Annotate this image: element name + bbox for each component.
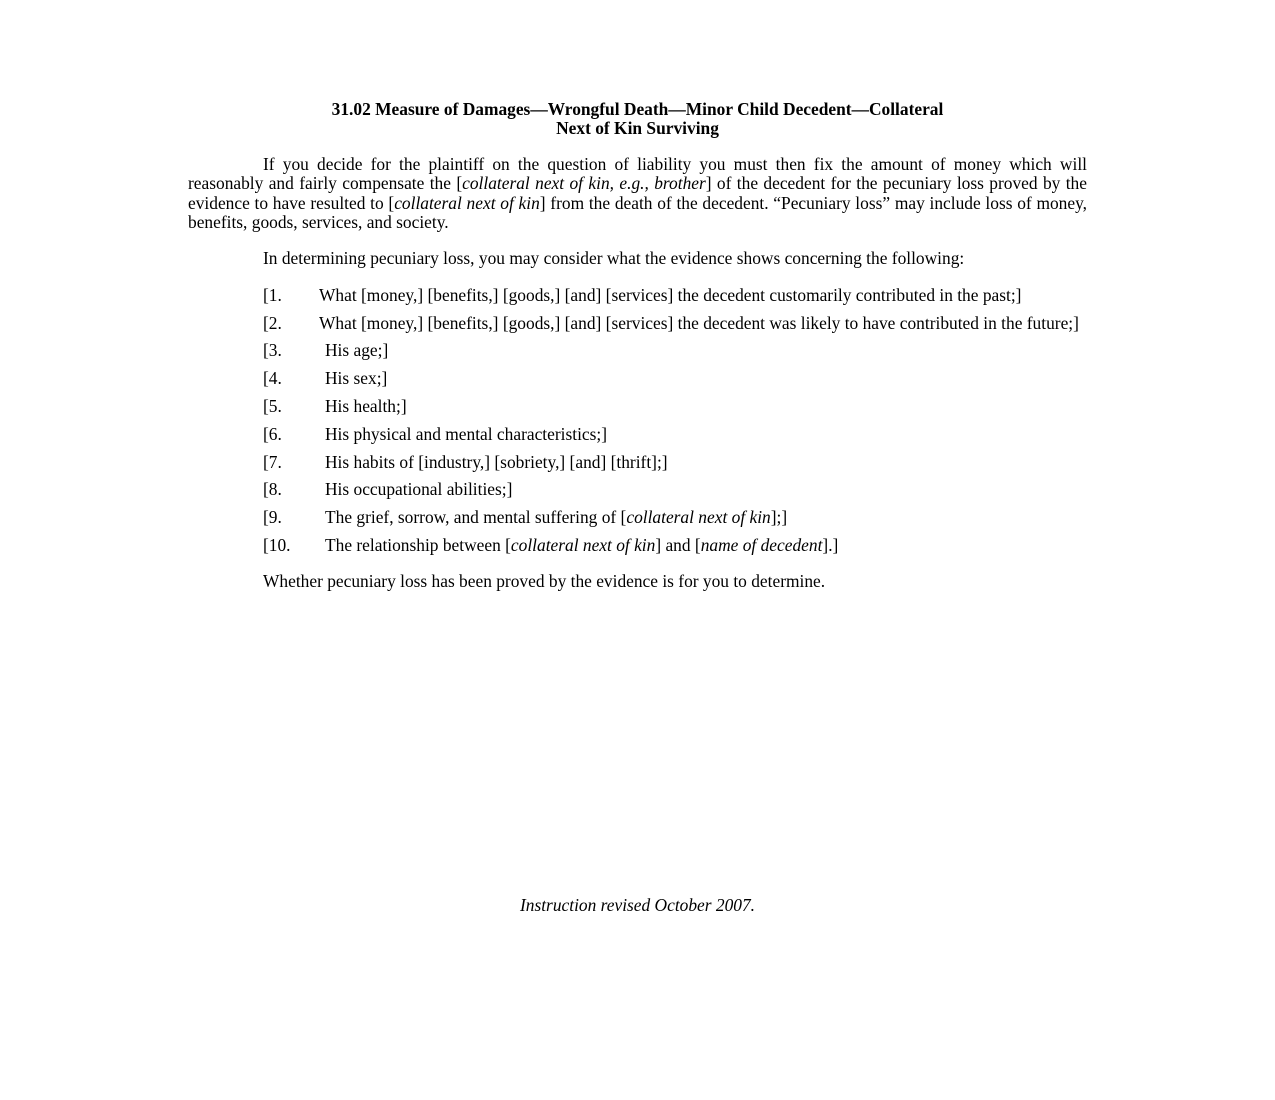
list-item (263, 480, 1087, 499)
list-item-text (319, 508, 1087, 527)
list-item-text: His occupational abilities;] (325, 479, 513, 500)
para1-italic-2: collateral next of kin (394, 192, 540, 213)
list-item-text (319, 536, 1087, 555)
list-item (263, 508, 1087, 527)
paragraph-liability (188, 155, 1087, 233)
para1-text-1: If you decide for the plaintiff on the question of liability you must then fix the amount of money which will reasonably and fairly compensate the [ (188, 153, 1087, 194)
para1-text-3: ] from the death of the decedent. “Pecuniary loss” may include loss of money, benefits, goods, services, and society. (188, 192, 1087, 233)
item9-text-1: The grief, sorrow, and mental suffering of [ (325, 507, 627, 528)
title-line-1: 31.02 Measure of Damages—Wrongful Death—Minor Child Decedent—Collateral (331, 99, 944, 119)
para1-text-2: ] of the decedent for the pecuniary loss proved by the evidence to have resulted to [ (188, 173, 1087, 213)
list-item-text: His age;] (325, 340, 389, 361)
list-item (263, 425, 1087, 444)
paragraph-pecuniary-loss: In determining pecuniary loss, you may consider what the evidence shows concerning the following: (263, 248, 965, 269)
item10-text-3: ].] (822, 535, 839, 556)
list-item-number: [3. (263, 340, 282, 361)
list-item (263, 397, 1087, 416)
list-item-number: [2. (263, 312, 282, 333)
list-item-number: [4. (263, 368, 282, 389)
list-item (263, 314, 1087, 333)
item10-text-1: The relationship between [ (325, 535, 511, 556)
list-item-text: His health;] (325, 396, 407, 417)
list-item-number: [1. (263, 284, 282, 305)
item10-italic-2: name of decedent (700, 535, 823, 556)
revision-note: Instruction revised October 2007. (519, 895, 756, 915)
list-item (263, 453, 1087, 472)
list-item-number: [8. (263, 479, 282, 500)
document-page (188, 100, 1087, 592)
factor-list (263, 286, 1087, 556)
page-title (188, 100, 1087, 139)
list-item (263, 536, 1087, 555)
item10-italic-1: collateral next of kin (510, 535, 656, 556)
closing-statement: Whether pecuniary loss has been proved by the evidence is for you to determine. (263, 571, 826, 592)
title-line-2: Next of Kin Surviving (556, 118, 719, 139)
item9-text-2: ];] (770, 507, 788, 528)
list-item-number: [5. (263, 396, 282, 417)
list-item-number: [10. (263, 535, 291, 556)
list-item-text: What [money,] [benefits,] [goods,] [and] [services] the decedent customarily contributed in the past;] (319, 284, 1022, 305)
list-item (263, 369, 1087, 388)
list-item-text: His sex;] (325, 368, 388, 389)
list-item-text: His physical and mental characteristics;] (325, 423, 608, 444)
list-item-number: [9. (263, 507, 282, 528)
list-item-text: What [money,] [benefits,] [goods,] [and] [services] the decedent was likely to have contributed in the future;] (319, 312, 1079, 333)
para1-italic-1: collateral next of kin, e.g., brother (462, 173, 706, 194)
list-item-text: His habits of [industry,] [sobriety,] [and] [thrift];] (325, 451, 668, 472)
item10-text-2: ] and [ (655, 535, 701, 556)
list-item-number: [6. (263, 423, 282, 444)
list-item (263, 286, 1087, 305)
list-item-number: [7. (263, 451, 282, 472)
item9-italic-1: collateral next of kin (626, 507, 771, 528)
list-item (263, 341, 1087, 360)
